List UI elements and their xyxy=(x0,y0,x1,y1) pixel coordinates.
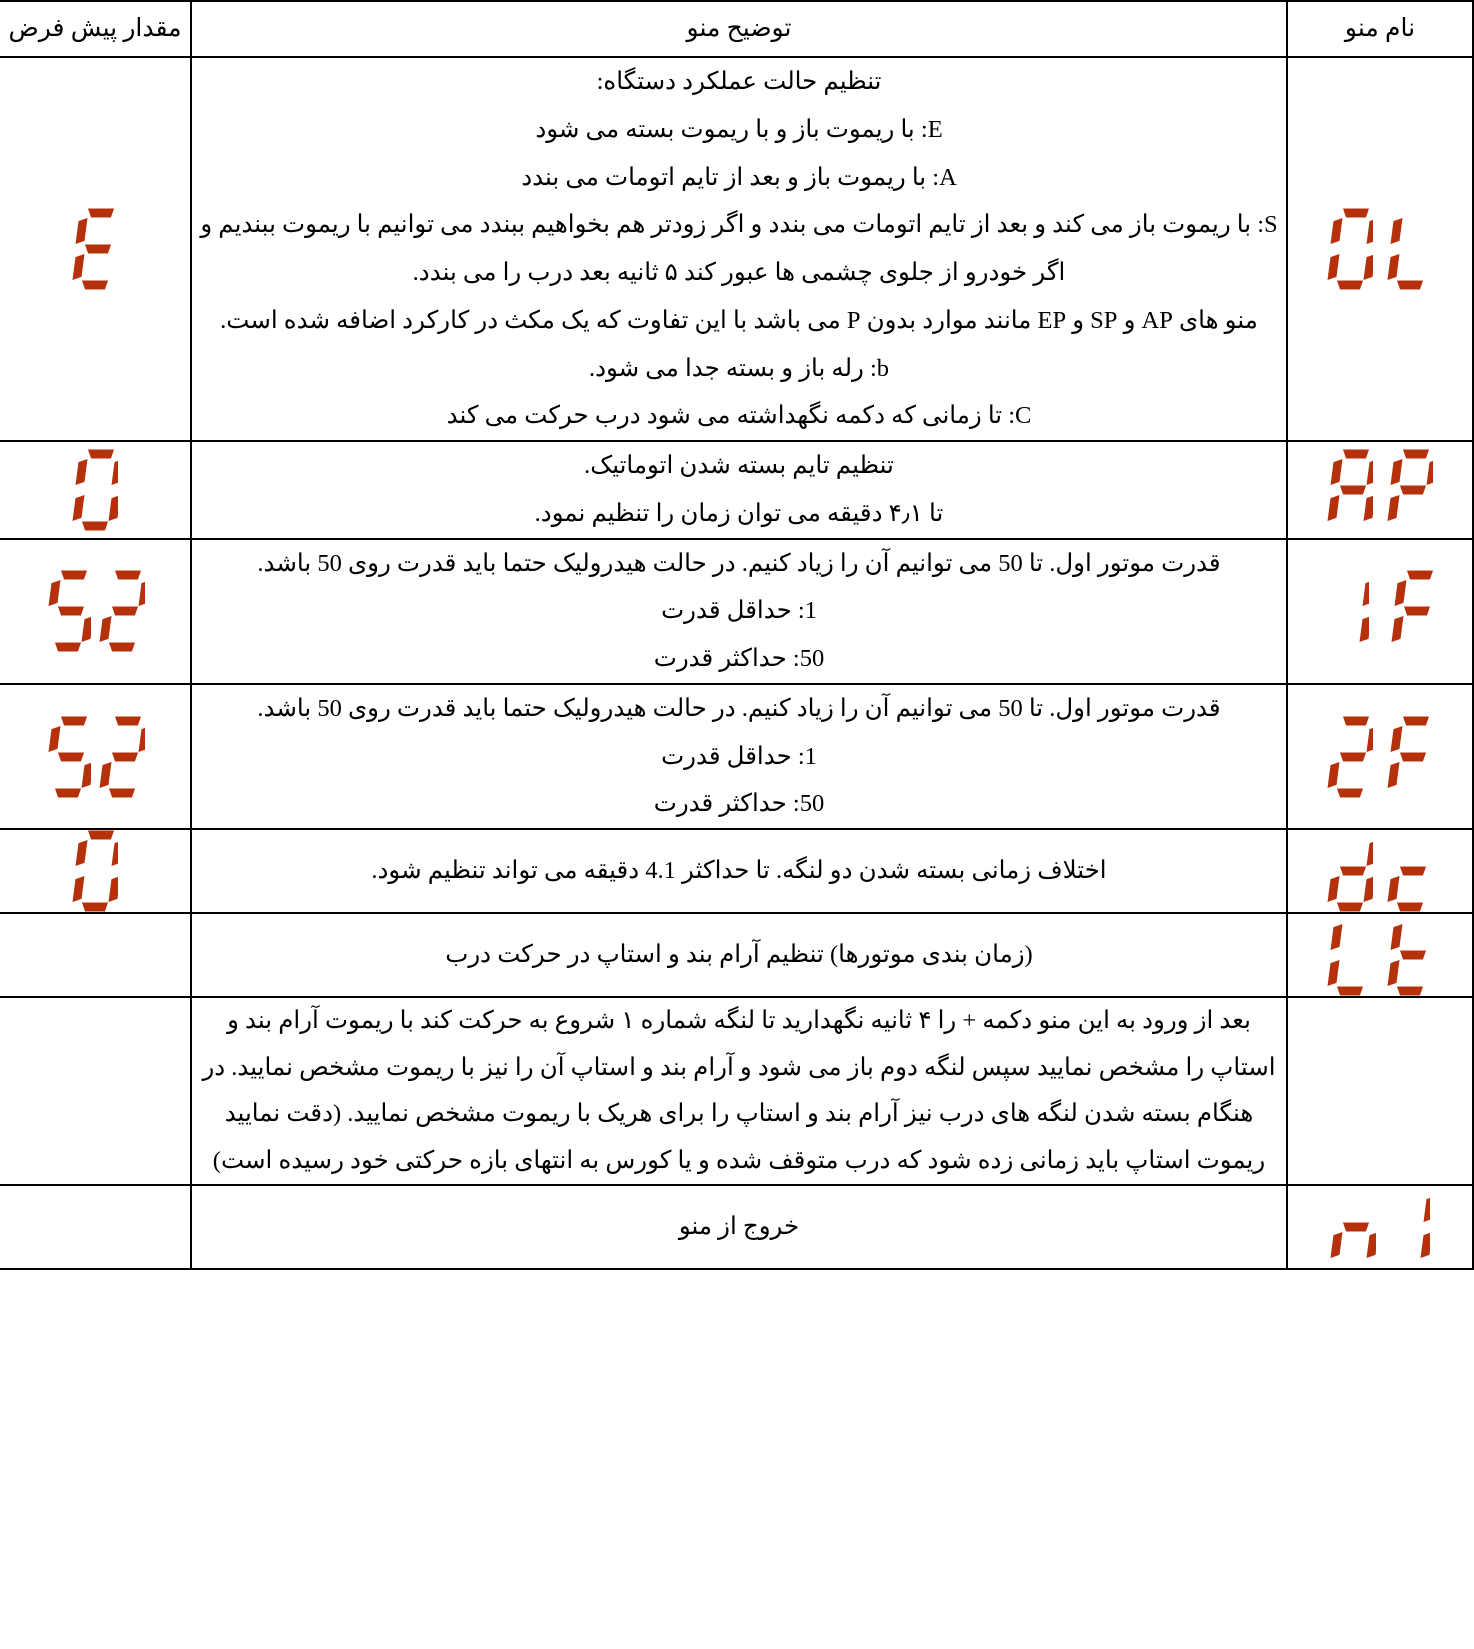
default-value-segment-display xyxy=(0,830,190,912)
default-value-cell xyxy=(0,441,191,539)
default-value-segment-display xyxy=(0,570,190,652)
menu-name-segment-display xyxy=(1288,716,1472,798)
menu-name-segment-display xyxy=(1288,570,1472,652)
default-value-cell xyxy=(0,913,191,997)
seven-segment-char-icon xyxy=(1327,208,1373,290)
description-line: (زمان بندی موتورها) تنظیم آرام بند و استاپ در حرکت درب xyxy=(445,940,1033,968)
menu-description-cell xyxy=(191,539,1287,684)
description-line: 1: حداقل قدرت xyxy=(661,597,817,625)
menu-description-cell xyxy=(191,913,1287,997)
seven-segment-char-icon xyxy=(1387,449,1433,531)
table-row xyxy=(0,1185,1473,1269)
description-line: خروج از منو xyxy=(678,1213,800,1241)
menu-description-cell xyxy=(191,57,1287,441)
menu-name-segment-display xyxy=(1288,914,1472,996)
menu-name-cell xyxy=(1287,539,1473,684)
menu-name-cell xyxy=(1287,829,1473,913)
seven-segment-char-icon xyxy=(45,570,91,652)
seven-segment-char-icon xyxy=(45,716,91,798)
menu-description-cell xyxy=(191,441,1287,539)
default-value-cell xyxy=(0,57,191,441)
table-row xyxy=(0,829,1473,913)
table-header xyxy=(0,1,1473,57)
table-body xyxy=(0,57,1473,1269)
description-line: S: با ریموت باز می کند و بعد از تایم اتومات می بندد و اگر زودتر هم بخواهیم ببندد می توانیم با ریموت ببندیم و اگر خودرو از جلوی چشمی ها عبور کند ۵ ثانیه بعد درب را می بندد. xyxy=(200,211,1278,287)
seven-segment-char-icon xyxy=(1391,570,1437,652)
table-row xyxy=(0,539,1473,684)
menu-name-cell xyxy=(1287,913,1473,997)
menu-name-segment-display xyxy=(1288,449,1472,531)
menu-name-cell xyxy=(1287,997,1473,1185)
menu-name-cell xyxy=(1287,57,1473,441)
column-header-description: توضیح منو xyxy=(191,1,1287,57)
column-header-default: مقدار پیش فرض xyxy=(0,1,191,57)
menu-description-cell xyxy=(191,1185,1287,1269)
menu-description-cell xyxy=(191,684,1287,829)
seven-segment-char-icon xyxy=(1384,1186,1430,1268)
default-value-segment-display xyxy=(0,449,190,531)
default-value-cell xyxy=(0,539,191,684)
description-line: 1: حداقل قدرت xyxy=(661,742,817,770)
seven-segment-char-icon xyxy=(1330,1186,1376,1268)
description-line: قدرت موتور اول. تا 50 می توانیم آن را زیاد کنیم. در حالت هیدرولیک حتما باید قدرت روی 50 باشد. xyxy=(257,694,1221,722)
column-header-name: نام منو xyxy=(1287,1,1473,57)
description-line: قدرت موتور اول. تا 50 می توانیم آن را زیاد کنیم. در حالت هیدرولیک حتما باید قدرت روی 50 باشد. xyxy=(257,549,1221,577)
table-row xyxy=(0,441,1473,539)
seven-segment-char-icon xyxy=(1327,830,1373,912)
description-line: E: با ریموت باز و با ریموت بسته می شود xyxy=(535,115,943,143)
seven-segment-char-icon xyxy=(72,449,118,531)
description-line: C: تا زمانی که دکمه نگهداشته می شود درب حرکت می کند xyxy=(446,402,1032,430)
description-line: اختلاف زمانی بسته شدن دو لنگه. تا حداکثر 4.1 دقیقه می تواند تنظیم شود. xyxy=(371,856,1107,884)
table-row xyxy=(0,684,1473,829)
default-value-cell xyxy=(0,1185,191,1269)
seven-segment-char-icon xyxy=(1387,914,1433,996)
description-line: تا ۴٫۱ دقیقه می توان زمان را تنظیم نمود. xyxy=(534,499,944,527)
default-value-segment-display xyxy=(0,208,190,290)
description-line: 50: حداکثر قدرت xyxy=(653,790,825,818)
seven-segment-char-icon xyxy=(1327,716,1373,798)
seven-segment-char-icon xyxy=(72,830,118,912)
menu-name-segment-display xyxy=(1288,830,1472,912)
description-line: بعد از ورود به این منو دکمه + را ۴ ثانیه نگهدارید تا لنگه شماره ۱ شروع به حرکت کند با ریموت آرام بند و استاپ را مشخص نمایید سپس لنگه دوم باز می شود و آرام بند و استاپ آن را نیز با ریموت مشخص نمایید. در هنگام بسته شدن لنگه های درب نیز آرام بند و استاپ را برای هریک با ریموت مشخص نمایید. (دقت نمایید ریموت استاپ باید زمانی زده شود که درب متوقف شده و یا کورس به انتهای بازه حرکتی خود رسیده است) xyxy=(202,1007,1276,1174)
seven-segment-char-icon xyxy=(1327,449,1373,531)
description-line: تنظیم تایم بسته شدن اتوماتیک. xyxy=(584,452,894,480)
menu-name-segment-display xyxy=(1288,208,1472,290)
seven-segment-char-icon xyxy=(1387,208,1433,290)
menu-description-cell xyxy=(191,829,1287,913)
menu-name-segment-display xyxy=(1288,1186,1472,1268)
table-header-row xyxy=(0,1,1473,57)
seven-segment-char-icon xyxy=(1327,914,1373,996)
table-row xyxy=(0,913,1473,997)
description-line: منو های AP و SP و EP مانند موارد بدون P می باشد با این تفاوت که یک مکث در کارکرد اضافه شده است. xyxy=(220,306,1258,334)
description-line: b: رله باز و بسته جدا می شود. xyxy=(588,354,890,382)
seven-segment-char-icon xyxy=(1387,830,1433,912)
seven-segment-char-icon xyxy=(1387,716,1433,798)
menu-name-cell xyxy=(1287,441,1473,539)
menu-name-cell xyxy=(1287,684,1473,829)
seven-segment-char-icon xyxy=(99,716,145,798)
table-row xyxy=(0,57,1473,441)
seven-segment-char-icon xyxy=(72,208,118,290)
seven-segment-char-icon xyxy=(99,570,145,652)
seven-segment-char-icon xyxy=(1323,570,1369,652)
default-value-cell xyxy=(0,829,191,913)
menu-description-cell xyxy=(191,997,1287,1185)
default-value-segment-display xyxy=(0,716,190,798)
default-value-cell xyxy=(0,684,191,829)
description-line: تنظیم حالت عملکرد دستگاه: xyxy=(596,68,882,95)
table-row xyxy=(0,997,1473,1185)
default-value-cell xyxy=(0,997,191,1185)
description-line: 50: حداکثر قدرت xyxy=(653,645,825,673)
description-line: A: با ریموت باز و بعد از تایم اتومات می بندد xyxy=(521,163,957,191)
menu-name-cell xyxy=(1287,1185,1473,1269)
